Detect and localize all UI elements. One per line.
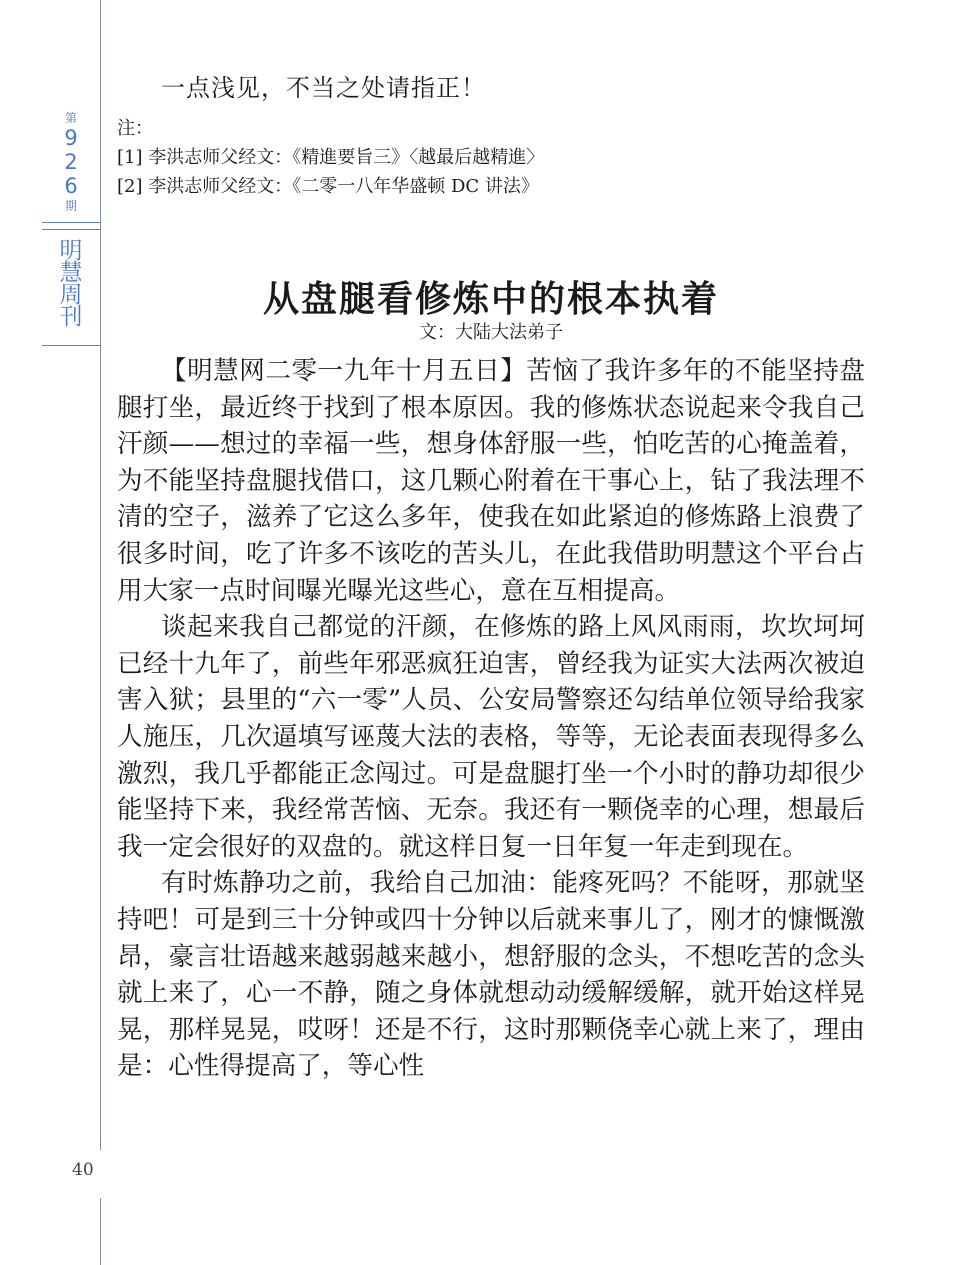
issue-digit: 9 bbox=[64, 126, 78, 150]
issue-number bbox=[42, 110, 100, 214]
closing-line: 一点浅见，不当之处请指正！ bbox=[161, 74, 486, 102]
issue-digit: 2 bbox=[64, 150, 78, 174]
page-number: 40 bbox=[72, 1160, 94, 1180]
notes-section bbox=[117, 114, 865, 201]
article-paragraph: 谈起来我自己都觉的汗颜，在修炼的路上风风雨雨，坎坎坷坷已经十九年了，前些年邪恶疯狂迫害，曾经我为证实大法两次被迫害入狱；县里的“六一零”人员、公安局警察还勾结单位领导给我家人施压，几次逼填写诬蔑大法的表格，等等，无论表面表现得多么激烈，我几乎都能正念闯过。可是盘腿打坐一个小时的静功却很少能坚持下来，我经常苦恼、无奈。我还有一颗侥幸的心理，想最后我一定会很好的双盘的。就这样日复一日年复一年走到现在。 bbox=[117, 612, 865, 862]
note-item: [2] 李洪志师父经文：《二零一八年华盛顿 DC 讲法》 bbox=[117, 176, 539, 197]
note-item: [1] 李洪志师父经文：《精進要旨三》〈越最后越精進〉 bbox=[117, 147, 545, 168]
journal-char: 明 bbox=[59, 238, 83, 264]
margin-rule-lower bbox=[42, 345, 101, 346]
margin-vertical-rule-lower bbox=[100, 1198, 101, 1265]
notes-heading: 注： bbox=[117, 118, 153, 139]
margin-rule-upper bbox=[42, 222, 101, 223]
article-title: 从盘腿看修炼中的根本执着 bbox=[262, 278, 719, 320]
journal-char: 刊 bbox=[59, 304, 83, 330]
issue-suffix: 期 bbox=[64, 199, 77, 213]
journal-char: 周 bbox=[59, 282, 83, 308]
margin-vertical-rule bbox=[100, 0, 101, 1150]
article-body bbox=[117, 353, 865, 1085]
issue-digit: 6 bbox=[64, 174, 78, 198]
journal-name bbox=[42, 240, 100, 328]
journal-char: 慧 bbox=[59, 260, 83, 286]
page-content bbox=[117, 72, 865, 1085]
article-byline: 文：大陆大法弟子 bbox=[419, 322, 563, 343]
article-paragraph: 有时炼静功之前，我给自己加油：能疼死吗？不能呀，那就坚持吧！可是到三十分钟或四十分钟以后就来事儿了，刚才的慷慨激昂，豪言壮语越来越弱越来越小，想舒服的念头，不想吃苦的念头就上来了，心一不静，随之身体就想动动缓解缓解，就开始这样晃晃，那样晃晃，哎呀！还是不行，这时那颗侥幸心就上来了，理由是：心性得提高了，等心性 bbox=[117, 868, 865, 1082]
article-paragraph: 【明慧网二零一九年十月五日】苦恼了我许多年的不能坚持盘腿打坐，最近终于找到了根本原因。我的修炼状态说起来令我自己汗颜——想过的幸福一些，想身体舒服一些，怕吃苦的心掩盖着，为不能坚持盘腿找借口，这几颗心附着在干事心上，钻了我法理不清的空子，滋养了它这么多年，使我在如此紧迫的修炼路上浪费了很多时间，吃了许多不该吃的苦头儿，在此我借助明慧这个平台占用大家一点时间曝光曝光这些心，意在互相提高。 bbox=[117, 356, 865, 606]
issue-prefix: 第 bbox=[64, 111, 77, 125]
margin-rule-upper-2 bbox=[42, 229, 101, 230]
